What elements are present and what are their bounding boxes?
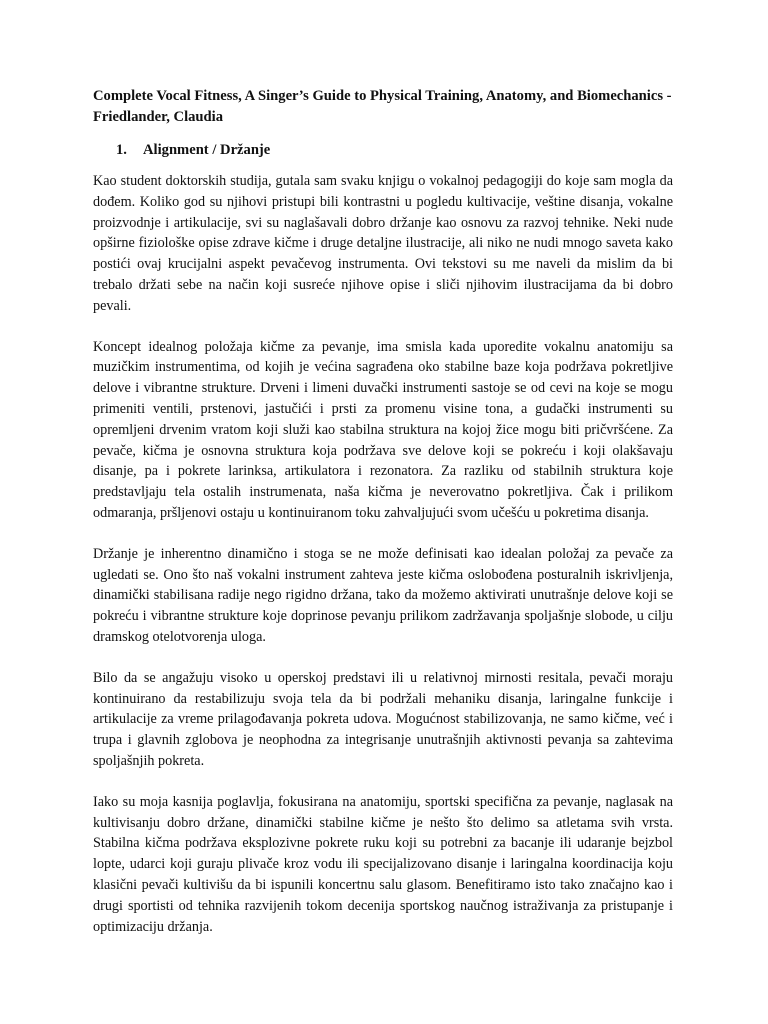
paragraph-3: Držanje je inherentno dinamično i stoga se ne može definisati kao idealan položaj za pevače za ugledati se. Ono što naš vokalni instrument zahteva jeste kičma oslobođena posturalnih iskrivljenja, dinamički stabilisana radije nego rigidno držana, tako da možemo aktivirati unutrašnje delove koji se pokreću i vibrantne strukture koje doprinose pevanju prilikom zadržavanja spoljašnje slobode, u cilju dramskog otelotvorenja uloga. xyxy=(93,545,673,645)
paragraph-2: Koncept idealnog položaja kičme za pevanje, ima smisla kada uporedite vokalnu anatomiju sa muzičkim instrumentima, od kojih je većina sagrađena oko stabilne baze koja podržava pokretljive delove i vibrantne strukture. Drveni i limeni duvački instrumenti sastoje se od cevi na koje se mogu primeniti ventili, prstenovi, jastučići i prsti za promenu visine tona, a gudački instrumenti su opremljeni drvenim vratom koji služi kao stabilna struktura na kojoj žice mogu biti pričvršćene. Za pevače, kičma je osnovna struktura koja podržava sve delove koji se pokreću i koji olakšavaju disanje, pa i pokrete larinksa, artikulatora i rezonatora. Za razliku od stabilnih struktura koje predstavljaju tela ostalih instrumenata, naša kičma je neverovatno pokretljiva. Čak i prilikom odmaranja, pršljenovi ostaju u kontinuiranom toku zahvaljujući svom učešću u pokretima disanja. xyxy=(93,338,673,521)
section-heading xyxy=(93,140,673,161)
paragraph-5: Iako su moja kasnija poglavlja, fokusirana na anatomiju, sportski specifična za pevanje, naglasak na kultivisanju dobro držane, dinamički stabilne kičme je nešto što delimo sa atletama svih vrsta. Stabilna kičma podržava eksplozivne pokrete ruku koji su potrebni za bacanje ili udaranje bejzbol lopte, udarci koji guraju plivače kroz vodu ili specijalizovano disanje i laringalna koordinacija koju klasični pevači kultivišu da bi ispunili koncertnu salu glasom. Benefitiramo isto tako značajno kao i drugi sportisti od tehnika razvijenih tokom decenija sportskog naučnog istraživanja za pristupanje i optimizaciju držanja. xyxy=(93,793,673,935)
paragraph-1: Kao student doktorskih studija, gutala sam svaku knjigu o vokalnoj pedagogiji do koje sam mogla da dođem. Koliko god su njihovi pristupi bili kontrastni u pogledu kultivacije, veštine disanja, vokalne proizvodnje i artikulacije, svi su naglašavali dobro držanje kao osnovu za razvoj tehnike. Neki nude opširne fiziološke opise zdrave kičme i druge detaljne ilustracije, ali niko ne nudi mnogo saveta kako postići ovaj krucijalni aspekt pevačevog instrumenta. Ovi tekstovi su me naveli da mislim da bi trebalo držati sebe na način koji susreće njihove opise i sliči njihovim ilustracijama da bi dobro pevali. xyxy=(93,173,673,314)
document-page xyxy=(93,86,673,957)
section-number: 1. xyxy=(116,142,127,158)
section-title: Alignment / Držanje xyxy=(143,142,271,158)
paragraph-4: Bilo da se angažuju visoko u operskoj predstavi ili u relativnoj mirnosti resitala, pevači moraju kontinuirano da restabilizuju svoja tela da bi podržali mehaniku disanja, laringalne funkcije i artikulacije za vreme prilagođavanja pokreta udova. Mogućnost stabilizovanja, ne samo kičme, već i trupa i glavnih zglobova je neophodna za integrisanje unutrašnjih aktivnosti pevanja sa zahtevima spoljašnjih pokreta. xyxy=(93,669,673,769)
document-title: Complete Vocal Fitness, A Singer’s Guide to Physical Training, Anatomy, and Biomechanics - Friedlander, Claudia xyxy=(93,88,672,125)
